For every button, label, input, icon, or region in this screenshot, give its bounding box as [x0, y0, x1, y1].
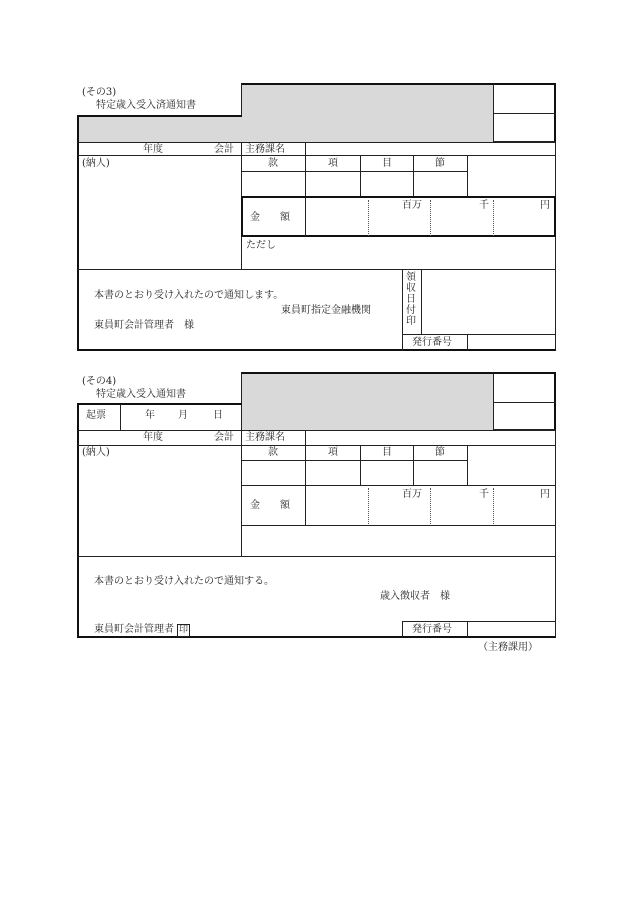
form3-kan: 款	[268, 158, 278, 169]
form3-hakko: 発行番号	[412, 337, 452, 348]
form4-moku: 目	[382, 447, 392, 458]
form4-nendo: 年度	[143, 432, 163, 443]
form4-hyakuman: 百万	[402, 489, 422, 500]
form3-moku: 目	[382, 158, 392, 169]
form3-kou: 項	[328, 158, 338, 169]
form4-manager	[94, 624, 190, 637]
form4-manager-text: 東員町会計管理者	[94, 624, 174, 635]
form4-en: 円	[540, 489, 550, 500]
form3-kaikei: 会計	[214, 144, 234, 155]
form3-part-label: (その3)	[82, 87, 117, 98]
form4-part-label: (その4)	[82, 376, 117, 387]
form4-tsuki: 月	[178, 410, 188, 421]
seal-icon: 印	[178, 625, 188, 635]
form4-nen: 年	[145, 410, 155, 421]
form4-title: 特定歳入受入通知書	[96, 389, 186, 400]
form4-body	[77, 430, 556, 638]
form4-nounin: (納人)	[82, 447, 110, 458]
form4-kan: 款	[268, 447, 278, 458]
form4-header-shaded	[241, 372, 493, 430]
form4-kou: 項	[328, 447, 338, 458]
form3-manager: 東員町会計管理者 様	[94, 320, 194, 331]
form4-notice: 本書のとおり受け入れたので通知する。	[94, 576, 274, 587]
form3-nounin: (納人)	[82, 158, 110, 169]
form3-bank: 東員町指定金融機関	[281, 305, 371, 316]
form4-setsu: 節	[435, 447, 445, 458]
form4-header-right-box	[493, 372, 556, 430]
form4-shumuka: 主務課名	[245, 432, 285, 443]
form4-kingaku: 金 額	[250, 500, 290, 511]
form3-en: 円	[540, 200, 550, 211]
form4-kihyo: 起票	[86, 410, 106, 421]
form3-kingaku: 金 額	[250, 212, 290, 223]
form3-header-shaded	[241, 83, 493, 142]
form4-hakko: 発行番号	[412, 624, 452, 635]
form3-shumuka: 主務課名	[245, 144, 285, 155]
form4-footer: （主務課用）	[478, 642, 538, 653]
form4-collector: 歳入徴収者 様	[380, 591, 450, 602]
form3-sen: 千	[479, 200, 489, 211]
form4-sen: 千	[479, 489, 489, 500]
form3-title: 特定歳入受入済通知書	[96, 100, 196, 111]
form3-nendo: 年度	[143, 144, 163, 155]
form3-setsu: 節	[435, 158, 445, 169]
form3-tadashi: ただし	[246, 240, 276, 251]
form4-hi: 日	[213, 410, 223, 421]
form3-notice: 本書のとおり受け入れたので通知します。	[94, 290, 284, 301]
form3-hyakuman: 百万	[402, 200, 422, 211]
form3-header-shaded-left	[77, 115, 242, 142]
form4-kaikei: 会計	[214, 432, 234, 443]
form3-receipt-stamp: 領 収 日 付 印	[406, 272, 416, 327]
